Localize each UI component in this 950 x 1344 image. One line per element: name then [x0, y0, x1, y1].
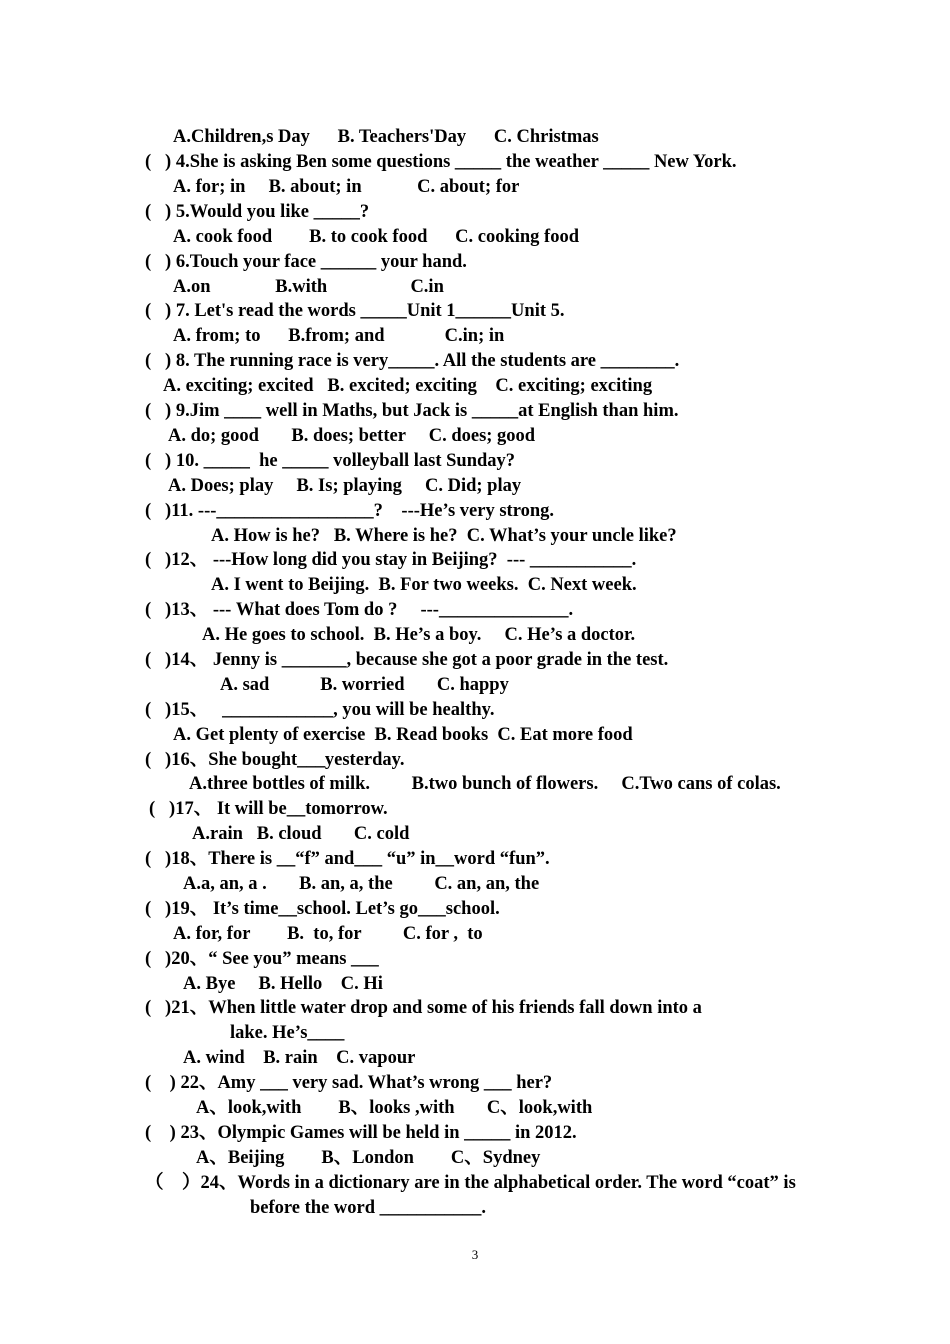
- q19-options: A. for, for B. to, for C. for , to: [173, 924, 483, 944]
- q13-options: A. He goes to school. B. He’s a boy. C. He’s a doctor.: [202, 625, 636, 645]
- page-number: 3: [471, 1247, 479, 1262]
- q21-options: A. wind B. rain C. vapour: [183, 1048, 416, 1068]
- q13-question: ( )13、 --- What does Tom do ? ---______________.: [145, 600, 574, 620]
- q3-options: A.Children,s Day B. Teachers'Day C. Christmas: [173, 127, 599, 147]
- q15-options: A. Get plenty of exercise B. Read books C. Eat more food: [173, 725, 633, 745]
- q14-options: A. sad B. worried C. happy: [220, 675, 509, 695]
- q4-question: ( ) 4.She is asking Ben some questions _____ the weather _____ New York.: [145, 152, 737, 172]
- q16-question: ( )16、She bought___yesterday.: [145, 750, 405, 770]
- q7-options: A. from; to B.from; and C.in; in: [173, 326, 505, 346]
- q23-options: A、Beijing B、London C、Sydney: [196, 1148, 541, 1168]
- q19-question: ( )19、 It’s time__school. Let’s go___school.: [145, 899, 500, 919]
- q4-options: A. for; in B. about; in C. about; for: [173, 177, 520, 197]
- q16-options: A.three bottles of milk. B.two bunch of flowers. C.Two cans of colas.: [189, 774, 781, 794]
- q7-question: ( ) 7. Let's read the words _____Unit 1______Unit 5.: [145, 301, 565, 321]
- q18-options: A.a, an, a . B. an, a, the C. an, an, the: [183, 874, 540, 894]
- q22-question: ( ) 22、Amy ___ very sad. What’s wrong ___ her?: [145, 1073, 553, 1093]
- q10-question: ( ) 10. _____ he _____ volleyball last Sunday?: [145, 451, 516, 471]
- q17-options: A.rain B. cloud C. cold: [192, 824, 410, 844]
- q23-question: ( ) 23、Olympic Games will be held in _____ in 2012.: [145, 1123, 577, 1143]
- q8-question: ( ) 8. The running race is very_____. All the students are ________.: [145, 351, 680, 371]
- q11-options: A. How is he? B. Where is he? C. What’s your uncle like?: [211, 526, 677, 546]
- q20-options: A. Bye B. Hello C. Hi: [183, 974, 383, 994]
- q9-question: ( ) 9.Jim ____ well in Maths, but Jack is _____at English than him.: [145, 401, 679, 421]
- q12-question: ( )12、 ---How long did you stay in Beijing? --- ___________.: [145, 550, 637, 570]
- q21-question: ( )21、When little water drop and some of his friends fall down into a: [145, 998, 702, 1018]
- q12-options: A. I went to Beijing. B. For two weeks. C. Next week.: [211, 575, 637, 595]
- q11-question: ( )11. ---_________________? ---He’s very strong.: [145, 501, 554, 521]
- q9-options: A. do; good B. does; better C. does; good: [168, 426, 536, 446]
- q10-options: A. Does; play B. Is; playing C. Did; play: [168, 476, 522, 496]
- q24-question-continued: before the word ___________.: [250, 1198, 487, 1218]
- q5-options: A. cook food B. to cook food C. cooking food: [173, 227, 579, 247]
- q18-question: ( )18、There is __“f” and___ “u” in__word “fun”.: [145, 849, 550, 869]
- q6-options: A.on B.with C.in: [173, 277, 444, 297]
- q20-question: ( )20、“ See you” means ___: [145, 949, 379, 969]
- q17-question: ( )17、 It will be__tomorrow.: [149, 799, 388, 819]
- q8-options: A. exciting; excited B. excited; exciting C. exciting; exciting: [163, 376, 653, 396]
- q14-question: ( )14、 Jenny is _______, because she got a poor grade in the test.: [145, 650, 669, 670]
- q15-question: ( )15、 ____________, you will be healthy.: [145, 700, 495, 720]
- q5-question: ( ) 5.Would you like _____?: [145, 202, 370, 222]
- q21-question-continued: lake. He’s____: [230, 1023, 345, 1043]
- q22-options: A、look,with B、looks ,with C、look,with: [196, 1098, 593, 1118]
- q24-question: （ ）24、Words in a dictionary are in the alphabetical order. The word “coat” is: [145, 1173, 796, 1193]
- q6-question: ( ) 6.Touch your face ______ your hand.: [145, 252, 467, 272]
